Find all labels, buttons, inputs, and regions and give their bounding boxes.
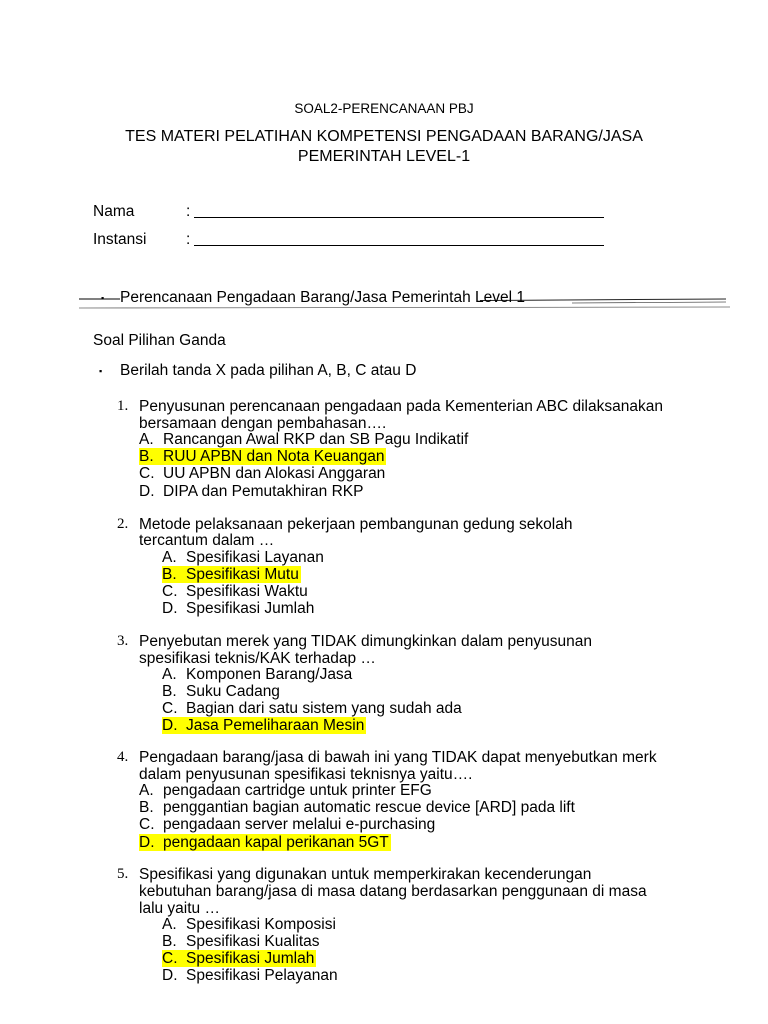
question-1-option-d[interactable]: D. DIPA dan Pemutakhiran RKP	[139, 483, 364, 500]
question-3-option-d-answer[interactable]: D. Jasa Pemeliharaan Mesin	[162, 717, 365, 734]
question-5-option-b[interactable]: B. Spesifikasi Kualitas	[162, 933, 320, 950]
question-3-option-b[interactable]: B. Suku Cadang	[162, 683, 280, 700]
topic-bullet: ▪	[101, 293, 105, 303]
instruction-text: Berilah tanda X pada pilihan A, B, C atau D	[120, 362, 417, 379]
question-5-option-d[interactable]: D. Spesifikasi Pelayanan	[162, 967, 338, 984]
nama-colon: :	[186, 203, 191, 220]
document-title-line-2: PEMERINTAH LEVEL-1	[297, 148, 471, 165]
document-subtitle: SOAL2-PERENCANAAN PBJ	[294, 101, 474, 116]
question-5-option-a[interactable]: A. Spesifikasi Komposisi	[162, 916, 336, 933]
nama-label: Nama	[93, 203, 135, 220]
instansi-field[interactable]	[194, 245, 604, 246]
question-5-line-2: kebutuhan barang/jasa di masa datang berdasarkan penggunaan di masa	[139, 883, 647, 900]
question-1-number: 1.	[117, 398, 129, 414]
question-3-option-a[interactable]: A. Komponen Barang/Jasa	[162, 666, 353, 683]
question-3-line-1: Penyebutan merek yang TIDAK dimungkinkan dalam penyusunan	[139, 633, 592, 650]
question-5-number: 5.	[117, 866, 129, 882]
question-4-option-c[interactable]: C. pengadaan server melalui e-purchasing	[139, 816, 436, 833]
question-4-option-d-answer[interactable]: D. pengadaan kapal perikanan 5GT	[139, 834, 389, 851]
question-3-option-c[interactable]: C. Bagian dari satu sistem yang sudah ada	[162, 700, 462, 717]
question-1-option-a[interactable]: A. Rancangan Awal RKP dan SB Pagu Indikatif	[139, 431, 469, 448]
question-1-line-1: Penyusunan perencanaan pengadaan pada Kementerian ABC dilaksanakan	[139, 398, 663, 415]
question-2-option-a[interactable]: A. Spesifikasi Layanan	[162, 549, 324, 566]
question-2-line-2: tercantum dalam …	[139, 532, 275, 549]
topic-text: Perencanaan Pengadaan Barang/Jasa Pemerintah Level 1	[120, 289, 526, 306]
instansi-label: Instansi	[93, 231, 147, 248]
question-3-number: 3.	[117, 633, 129, 649]
document-title-line-1: TES MATERI PELATIHAN KOMPETENSI PENGADAAN BARANG/JASA	[125, 128, 643, 145]
question-4-line-1: Pengadaan barang/jasa di bawah ini yang TIDAK dapat menyebutkan merk	[139, 749, 657, 766]
question-3-line-2: spesifikasi teknis/KAK terhadap …	[139, 650, 376, 667]
question-2-line-1: Metode pelaksanaan pekerjaan pembangunan gedung sekolah	[139, 516, 573, 533]
question-4-line-2: dalam penyusunan spesifikasi teknisnya yaitu….	[139, 766, 473, 783]
nama-field[interactable]	[194, 217, 604, 218]
instansi-colon: :	[186, 231, 191, 248]
instruction-bullet: ▪	[99, 366, 103, 376]
question-5-option-c-answer[interactable]: C. Spesifikasi Jumlah	[162, 950, 315, 967]
question-2-number: 2.	[117, 516, 129, 532]
section-heading: Soal Pilihan Ganda	[93, 332, 226, 349]
question-2-option-c[interactable]: C. Spesifikasi Waktu	[162, 583, 308, 600]
question-2-option-b-answer[interactable]: B. Spesifikasi Mutu	[162, 566, 299, 583]
question-4-number: 4.	[117, 749, 129, 765]
question-1-line-2: bersamaan dengan pembahasan….	[139, 415, 387, 432]
question-4-option-a[interactable]: A. pengadaan cartridge untuk printer EFG	[139, 782, 432, 799]
question-1-option-b-answer[interactable]: B. RUU APBN dan Nota Keuangan	[139, 448, 385, 465]
question-2-option-d[interactable]: D. Spesifikasi Jumlah	[162, 600, 315, 617]
question-1-option-c[interactable]: C. UU APBN dan Alokasi Anggaran	[139, 465, 386, 482]
question-5-line-1: Spesifikasi yang digunakan untuk memperkirakan kecenderungan	[139, 866, 592, 883]
question-5-line-3: lalu yaitu …	[139, 900, 220, 917]
question-4-option-b[interactable]: B. penggantian bagian automatic rescue device [ARD] pada lift	[139, 799, 575, 816]
